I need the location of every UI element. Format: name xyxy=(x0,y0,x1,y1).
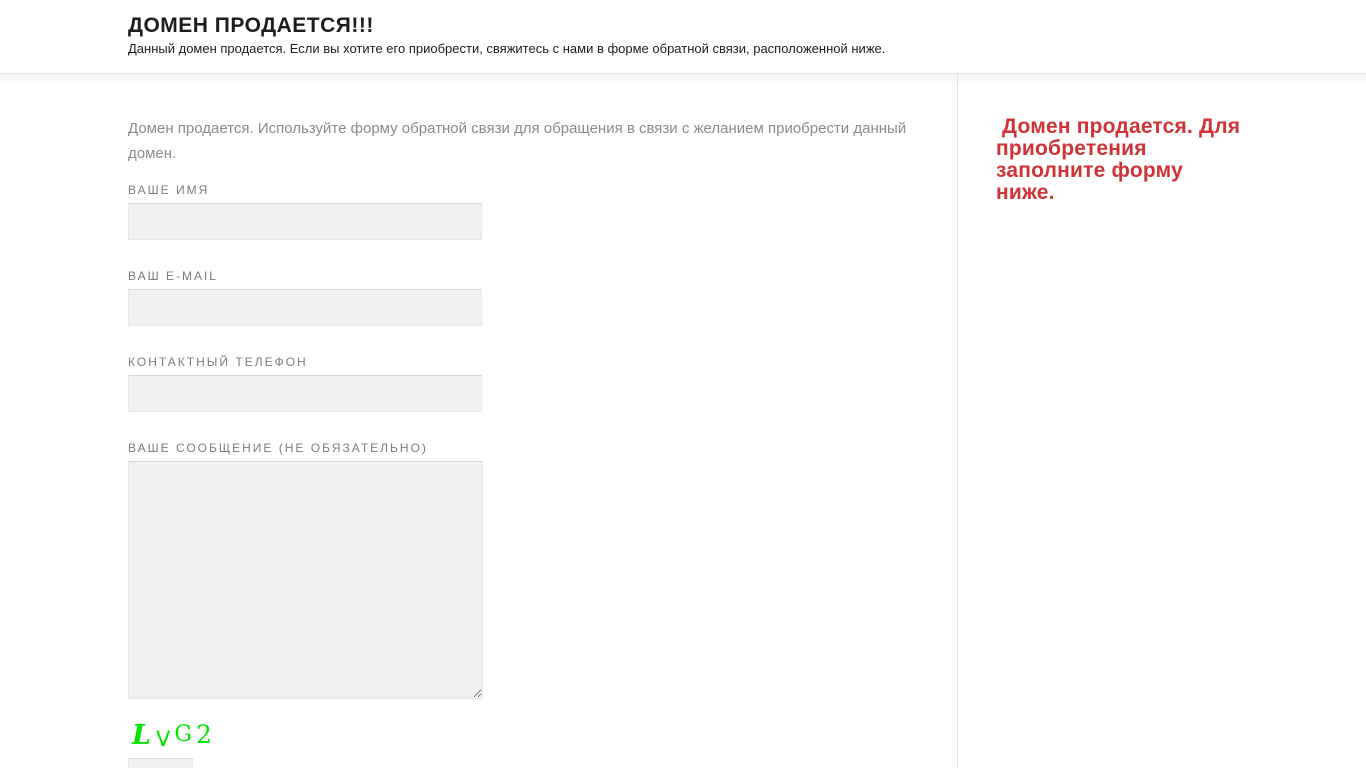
site-header xyxy=(0,0,1366,74)
phone-label: КОНТАКТНЫЙ ТЕЛЕФОН xyxy=(128,355,308,369)
name-label: ВАШЕ ИМЯ xyxy=(128,183,210,197)
message-textarea[interactable] xyxy=(128,461,483,699)
captcha-char-2: V xyxy=(155,727,171,751)
name-input[interactable] xyxy=(128,203,482,240)
captcha-char-3: G xyxy=(174,722,192,747)
captcha-image xyxy=(132,721,252,755)
site-tagline: Данный домен продается. Если вы хотите его приобрести, свяжитесь с нами в форме обратной связи, расположенной ниже. xyxy=(128,41,886,56)
phone-input[interactable] xyxy=(128,375,482,412)
site-title: ДОМЕН ПРОДАЕТСЯ!!! xyxy=(128,14,374,37)
captcha-char-4: 2 xyxy=(195,720,212,749)
page-layout xyxy=(0,74,1366,768)
contact-form xyxy=(128,183,957,768)
captcha-input[interactable] xyxy=(128,758,193,768)
email-label: ВАШ E-MAIL xyxy=(128,269,218,283)
message-label: ВАШЕ СООБЩЕНИЕ (НЕ ОБЯЗАТЕЛЬНО) xyxy=(128,441,428,455)
email-input[interactable] xyxy=(128,289,482,326)
main-content xyxy=(0,74,958,768)
sidebar-heading: Домен продается. Для приобретения заполните форму ниже. xyxy=(996,115,1247,204)
sidebar xyxy=(958,74,1366,768)
intro-text: Домен продается. Используйте форму обратной связи для обращения в связи с желанием приобрести данный домен. xyxy=(128,120,907,162)
captcha-char-1: L xyxy=(132,720,151,751)
